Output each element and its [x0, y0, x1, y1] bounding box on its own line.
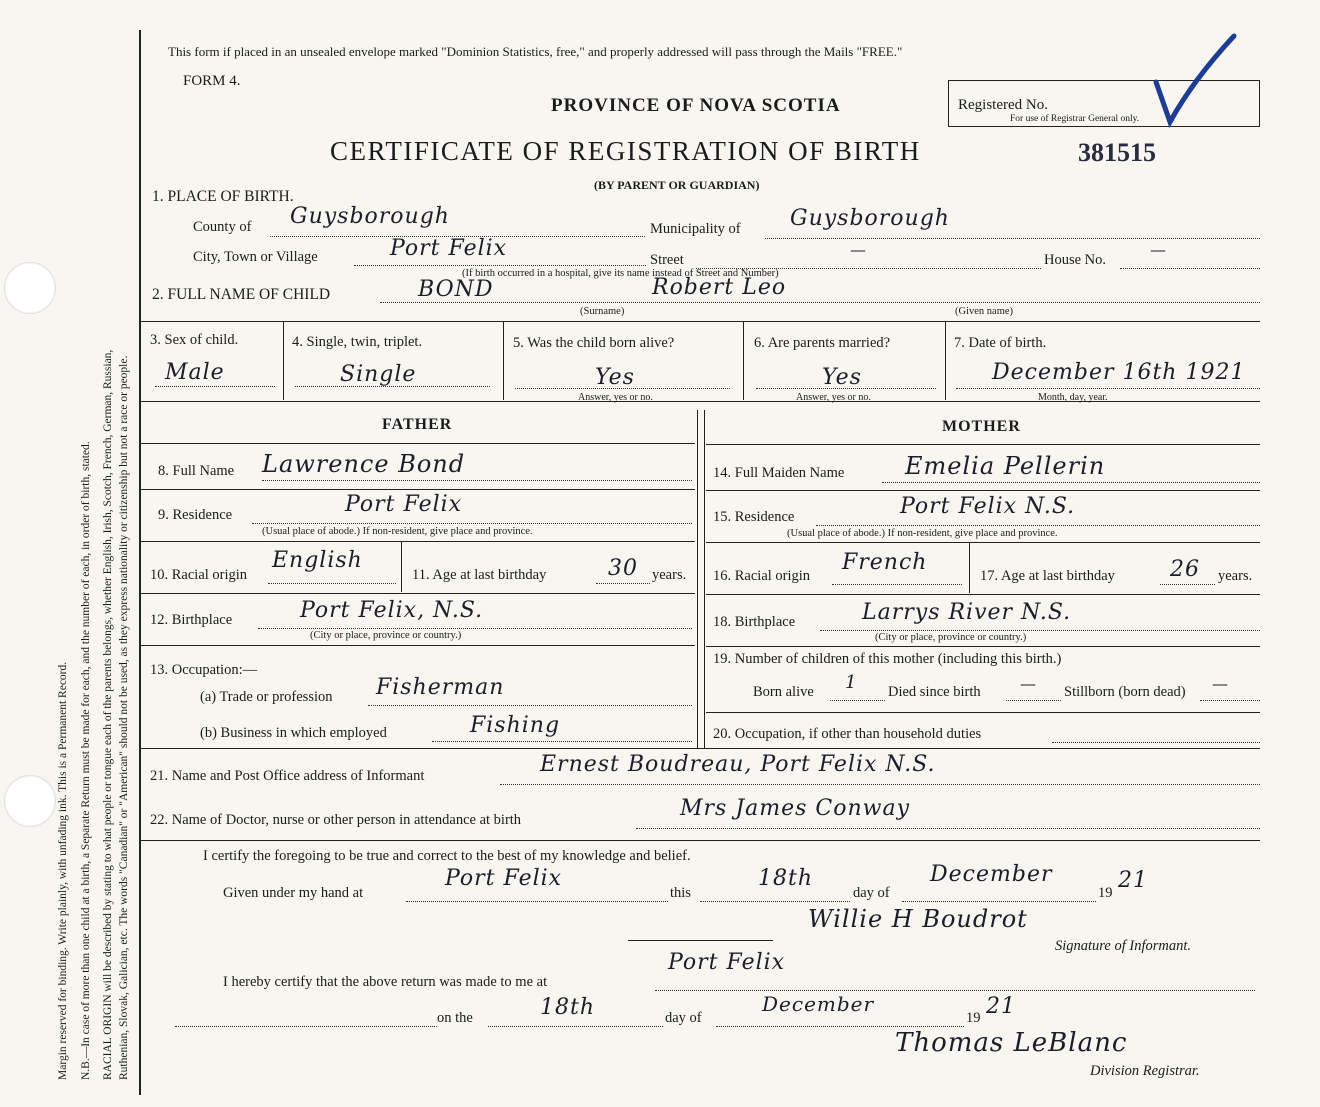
on-the-label: on the	[437, 1010, 473, 1026]
dob-note: Month, day, year.	[1038, 392, 1108, 403]
doctor-value: Mrs James Conway	[680, 796, 911, 821]
mother-birthplace: Larrys River N.S.	[862, 600, 1072, 625]
certificate-title: CERTIFICATE OF REGISTRATION OF BIRTH	[330, 136, 921, 166]
given-month-line	[902, 901, 1096, 902]
died-since-birth-label: Died since birth	[888, 684, 981, 700]
sep-4-5	[503, 322, 504, 400]
surname-note: (Surname)	[580, 306, 625, 317]
signature-rule-short	[628, 940, 773, 941]
registrar-day-line	[488, 1026, 663, 1027]
mother-occupation-label: 20. Occupation, if other than household duties	[713, 726, 982, 742]
margin-note-4: Ruthenian, Slovak, Galician, etc. The words "Canadian" or "American" should not be used, as they express nationality or citizenship but not a race or people.	[118, 355, 130, 1080]
rule-father-12	[140, 645, 695, 646]
informant-signature: Willie H Boudrot	[808, 905, 1028, 933]
province-heading: PROVINCE OF NOVA SCOTIA	[551, 95, 841, 116]
mother-years-label: years.	[1218, 568, 1253, 584]
left-border	[139, 30, 141, 1095]
father-business-line	[432, 741, 692, 742]
doctor-line	[636, 828, 1260, 829]
father-racial-origin: English	[272, 548, 363, 573]
registrar-lead-line	[175, 1026, 437, 1027]
father-occupation-label: 13. Occupation:—	[150, 662, 258, 678]
mother-age: 26	[1170, 557, 1200, 582]
mother-birthplace-note: (City or place, province or country.)	[875, 632, 1027, 643]
informant-signature-label: Signature of Informant.	[1055, 938, 1192, 954]
given-day-of-label: day of	[853, 885, 890, 901]
doctor-label: 22. Name of Doctor, nurse or other person in attendance at birth	[150, 812, 522, 828]
sep-3-4	[283, 322, 284, 400]
child-surname: BOND	[418, 277, 494, 302]
registrar-month-line	[716, 1026, 964, 1027]
county-label: County of	[193, 219, 252, 235]
rule-father-9	[140, 541, 695, 542]
city-line	[354, 265, 646, 266]
given-month: December	[930, 862, 1053, 887]
father-name: Lawrence Bond	[262, 450, 466, 478]
registered-note: For use of Registrar General only.	[1010, 114, 1140, 124]
child-name-label: 2. FULL NAME OF CHILD	[152, 286, 331, 303]
father-mother-divider	[697, 410, 698, 748]
father-residence-label: 9. Residence	[158, 507, 233, 523]
father-residence-line	[252, 523, 692, 524]
municipality-label: Municipality of	[650, 221, 741, 237]
father-heading-rule	[140, 443, 695, 444]
given-under-label: Given under my hand at	[223, 885, 364, 901]
stillborn-count: —	[1212, 674, 1229, 693]
plurality-label: 4. Single, twin, triplet.	[292, 334, 423, 350]
mother-name-line	[882, 482, 1260, 483]
mother-residence-line	[816, 525, 1260, 526]
margin-note-3: RACIAL ORIGIN will be described by stating to what people or tongue each of the parents belongs, whether English, Irish, Scotch, French, German, Russian,	[102, 349, 114, 1080]
registrar-month: December	[762, 992, 875, 1016]
given-place-line	[406, 901, 668, 902]
born-alive-note: Answer, yes or no.	[578, 392, 653, 403]
mother-age-line	[1160, 584, 1215, 585]
registrar-year: 21	[986, 994, 1016, 1019]
registrar-place-line	[655, 990, 1255, 991]
county-value: Guysborough	[290, 204, 450, 229]
father-birthplace-label: 12. Birthplace	[150, 612, 233, 628]
registrar-day-of-label: day of	[665, 1010, 702, 1026]
given-year-prefix: 19	[1098, 885, 1113, 901]
house-line	[1120, 268, 1260, 269]
municipality-line	[765, 238, 1260, 239]
certification-statement: I certify the foregoing to be true and correct to the best of my knowledge and belief.	[203, 848, 691, 864]
born-alive-count-label: Born alive	[753, 684, 814, 700]
mother-birthplace-label: 18. Birthplace	[713, 614, 796, 630]
mother-birthplace-line	[820, 630, 1260, 631]
sex-label: 3. Sex of child.	[150, 332, 239, 348]
dob-line	[956, 388, 1260, 389]
born-alive-count: 1	[845, 672, 858, 693]
registrar-day: 18th	[540, 995, 596, 1020]
rule-below-row3	[140, 401, 1260, 402]
rule-father-8	[140, 489, 695, 490]
given-day-line	[700, 901, 850, 902]
father-racial-label: 10. Racial origin	[150, 567, 248, 583]
mother-occupation-line	[1052, 742, 1260, 743]
mail-notice: This form if placed in an unsealed envelope marked "Dominion Statistics, free," and properly addressed will pass through the Mails "FREE."	[168, 44, 903, 59]
parents-married-note: Answer, yes or no.	[796, 392, 871, 403]
mother-heading: MOTHER	[942, 418, 1021, 435]
father-trade-label: (a) Trade or profession	[200, 689, 333, 705]
margin-note-1: Margin reserved for binding. Write plainly, with unfading ink. This is a Permanent Record.	[57, 661, 69, 1080]
rule-above-certification	[140, 840, 1260, 841]
binding-hole-bottom	[4, 775, 56, 827]
sep-10-11	[401, 542, 402, 592]
hospital-note: (If birth occurred in a hospital, give its name instead of Street and Number)	[462, 268, 779, 279]
father-trade: Fisherman	[376, 675, 505, 700]
certificate-subtitle: (BY PARENT OR GUARDIAN)	[594, 178, 760, 192]
father-birthplace: Port Felix, N.S.	[300, 598, 484, 623]
died-since-birth-line	[1006, 700, 1061, 701]
mother-racial-label: 16. Racial origin	[713, 568, 811, 584]
rule-above-21	[140, 748, 1260, 749]
rule-mother-18	[706, 646, 1260, 647]
informant-label: 21. Name and Post Office address of Informant	[150, 768, 425, 784]
informant-value: Ernest Boudreau, Port Felix N.S.	[540, 752, 936, 777]
father-business: Fishing	[470, 713, 561, 738]
given-year: 21	[1118, 868, 1148, 893]
registered-label: Registered No.	[958, 97, 1048, 113]
street-label: Street	[650, 252, 684, 268]
mother-heading-rule	[706, 444, 1260, 445]
father-name-line	[262, 480, 692, 481]
rule-mother-15	[706, 542, 1260, 543]
informant-line	[500, 784, 1260, 785]
given-place: Port Felix	[445, 866, 563, 891]
mother-abode-note: (Usual place of abode.) If non-resident, give place and province.	[787, 528, 1058, 539]
this-label: this	[670, 885, 691, 901]
margin-note-2: N.B.—In case of more than one child at a birth, a Separate Return must be made for each, and the number of each, in order of birth, stated.	[80, 441, 92, 1080]
mother-name-label: 14. Full Maiden Name	[713, 465, 845, 481]
place-of-birth-label: 1. PLACE OF BIRTH.	[152, 188, 294, 205]
sex-line	[155, 386, 275, 387]
given-name-note: (Given name)	[955, 306, 1014, 317]
plurality-value: Single	[340, 362, 417, 387]
father-years-label: years.	[652, 567, 687, 583]
rule-mother-19	[706, 712, 1260, 713]
sep-16-17	[969, 543, 970, 593]
mother-racial-line	[832, 584, 962, 585]
mother-residence: Port Felix N.S.	[900, 494, 1076, 519]
form-number: FORM 4.	[183, 73, 241, 89]
rule-above-row3	[140, 321, 1260, 322]
born-alive-question: 5. Was the child born alive?	[513, 335, 675, 351]
city-label: City, Town or Village	[193, 249, 318, 265]
father-heading: FATHER	[382, 416, 453, 433]
dob-label: 7. Date of birth.	[954, 335, 1047, 351]
father-residence: Port Felix	[345, 492, 463, 517]
child-given-name: Robert Leo	[652, 275, 787, 300]
city-value: Port Felix	[390, 236, 508, 261]
registrar-place: Port Felix	[668, 950, 786, 975]
mother-name: Emelia Pellerin	[905, 452, 1106, 480]
sep-5-6	[743, 322, 744, 400]
father-age: 30	[608, 556, 638, 581]
check-mark-icon	[1148, 30, 1238, 130]
rule-mother-14	[706, 490, 1260, 491]
parents-married-question: 6. Are parents married?	[754, 335, 891, 351]
registration-number: 381515	[1078, 138, 1156, 167]
given-day: 18th	[758, 866, 814, 891]
binding-hole-top	[4, 262, 56, 314]
father-birthplace-note: (City or place, province or country.)	[310, 630, 462, 641]
father-age-line	[596, 583, 650, 584]
father-racial-line	[268, 583, 396, 584]
registrar-statement: I hereby certify that the above return was made to me at	[223, 974, 548, 990]
parents-married-answer: Yes	[822, 365, 862, 390]
municipality-value: Guysborough	[790, 206, 950, 231]
father-trade-line	[368, 705, 692, 706]
registrar-signature: Thomas LeBlanc	[895, 1028, 1128, 1058]
registrar-label: Division Registrar.	[1090, 1063, 1200, 1079]
mother-age-label: 17. Age at last birthday	[980, 568, 1115, 584]
father-abode-note: (Usual place of abode.) If non-resident, give place and province.	[262, 526, 533, 537]
house-value: —	[1150, 240, 1167, 259]
father-business-label: (b) Business in which employed	[200, 725, 387, 741]
father-age-label: 11. Age at last birthday	[412, 567, 547, 583]
registrar-year-prefix: 19	[966, 1010, 981, 1026]
rule-father-10	[140, 593, 695, 594]
born-alive-answer: Yes	[595, 365, 635, 390]
stillborn-label: Stillborn (born dead)	[1064, 684, 1186, 700]
stillborn-line	[1200, 700, 1260, 701]
children-count-label: 19. Number of children of this mother (including this birth.)	[713, 651, 1062, 667]
died-since-birth-count: —	[1020, 674, 1037, 693]
born-alive-count-line	[830, 700, 885, 701]
rule-mother-16	[706, 594, 1260, 595]
father-name-label: 8. Full Name	[158, 463, 235, 479]
sex-value: Male	[165, 360, 225, 385]
dob-value: December 16th 1921	[992, 360, 1246, 385]
father-mother-divider-2	[704, 410, 705, 748]
street-value: —	[850, 240, 867, 259]
child-name-line	[380, 302, 1260, 303]
house-label: House No.	[1044, 252, 1107, 268]
mother-racial-origin: French	[842, 550, 928, 575]
sep-6-7	[945, 322, 946, 400]
father-birthplace-line	[258, 628, 692, 629]
mother-residence-label: 15. Residence	[713, 509, 795, 525]
